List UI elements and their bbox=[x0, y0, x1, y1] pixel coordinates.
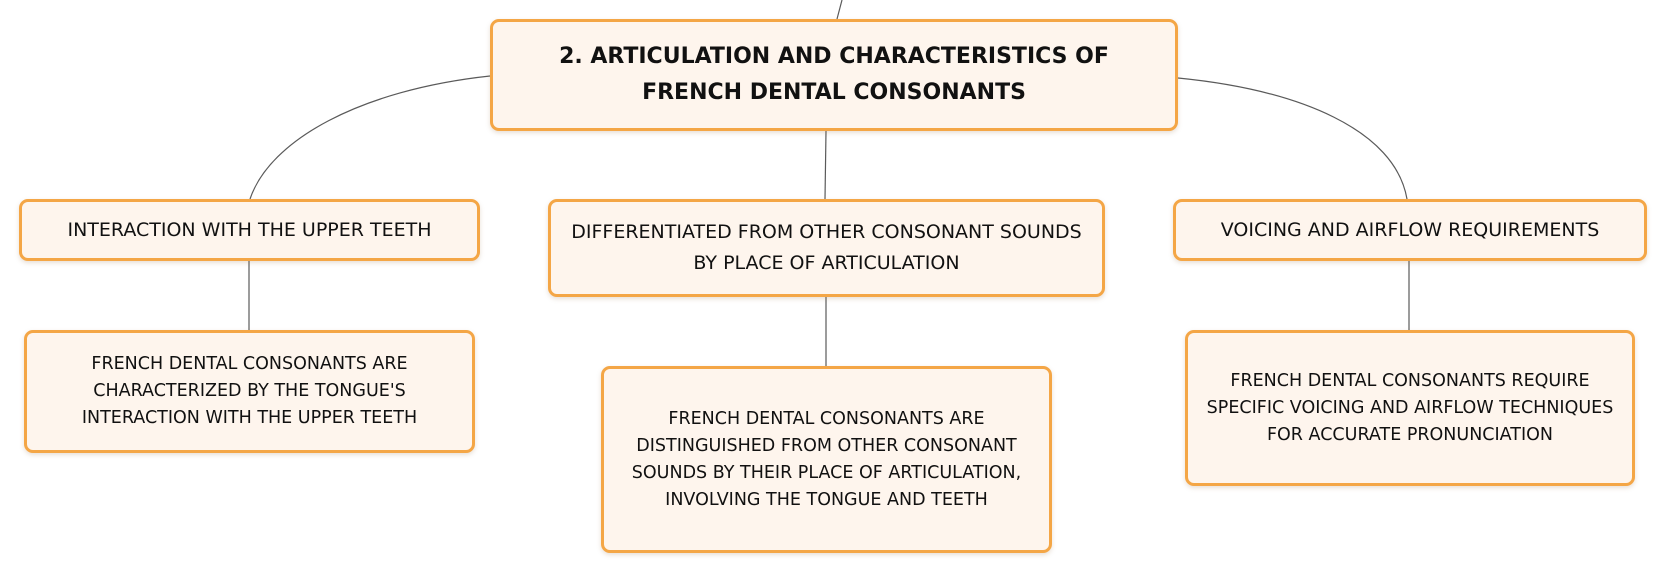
branch-node-upper-teeth[interactable] bbox=[19, 199, 480, 261]
branch-node-differentiated[interactable] bbox=[548, 199, 1105, 297]
connector-parent-to-root bbox=[837, 0, 842, 19]
branch-label-voicing: VOICING AND AIRFLOW REQUIREMENTS bbox=[1220, 218, 1600, 241]
detail-node-differentiated[interactable] bbox=[601, 366, 1052, 553]
root-topic-node[interactable] bbox=[490, 19, 1178, 131]
detail-text-upper-teeth: FRENCH DENTAL CONSONANTS ARE CHARACTERIZED BY THE TONGUE'S INTERACTION WITH THE UPPER TEETH bbox=[81, 354, 418, 428]
connector-root-to-voicing bbox=[1178, 78, 1407, 199]
branch-label-differentiated: DIFFERENTIATED FROM OTHER CONSONANT SOUNDS BY PLACE OF ARTICULATION bbox=[571, 221, 1082, 274]
branch-node-voicing[interactable] bbox=[1173, 199, 1647, 261]
detail-text-voicing: FRENCH DENTAL CONSONANTS REQUIRE SPECIFIC VOICING AND AIRFLOW TECHNIQUES FOR ACCURATE PRONUNCIATION bbox=[1206, 370, 1614, 445]
detail-node-voicing[interactable] bbox=[1185, 330, 1635, 486]
connector-root-to-upper-teeth bbox=[250, 76, 490, 199]
detail-text-differentiated: FRENCH DENTAL CONSONANTS ARE DISTINGUISHED FROM OTHER CONSONANT SOUNDS BY THEIR PLACE OF ARTICULATION, INVOLVING THE TONGUE AND TEETH bbox=[631, 408, 1022, 510]
root-topic-title: 2. ARTICULATION AND CHARACTERISTICS OF FRENCH DENTAL CONSONANTS bbox=[559, 44, 1109, 105]
connector-root-to-differentiated bbox=[825, 131, 826, 199]
detail-node-upper-teeth[interactable] bbox=[24, 330, 475, 453]
branch-label-upper-teeth: INTERACTION WITH THE UPPER TEETH bbox=[67, 218, 432, 241]
